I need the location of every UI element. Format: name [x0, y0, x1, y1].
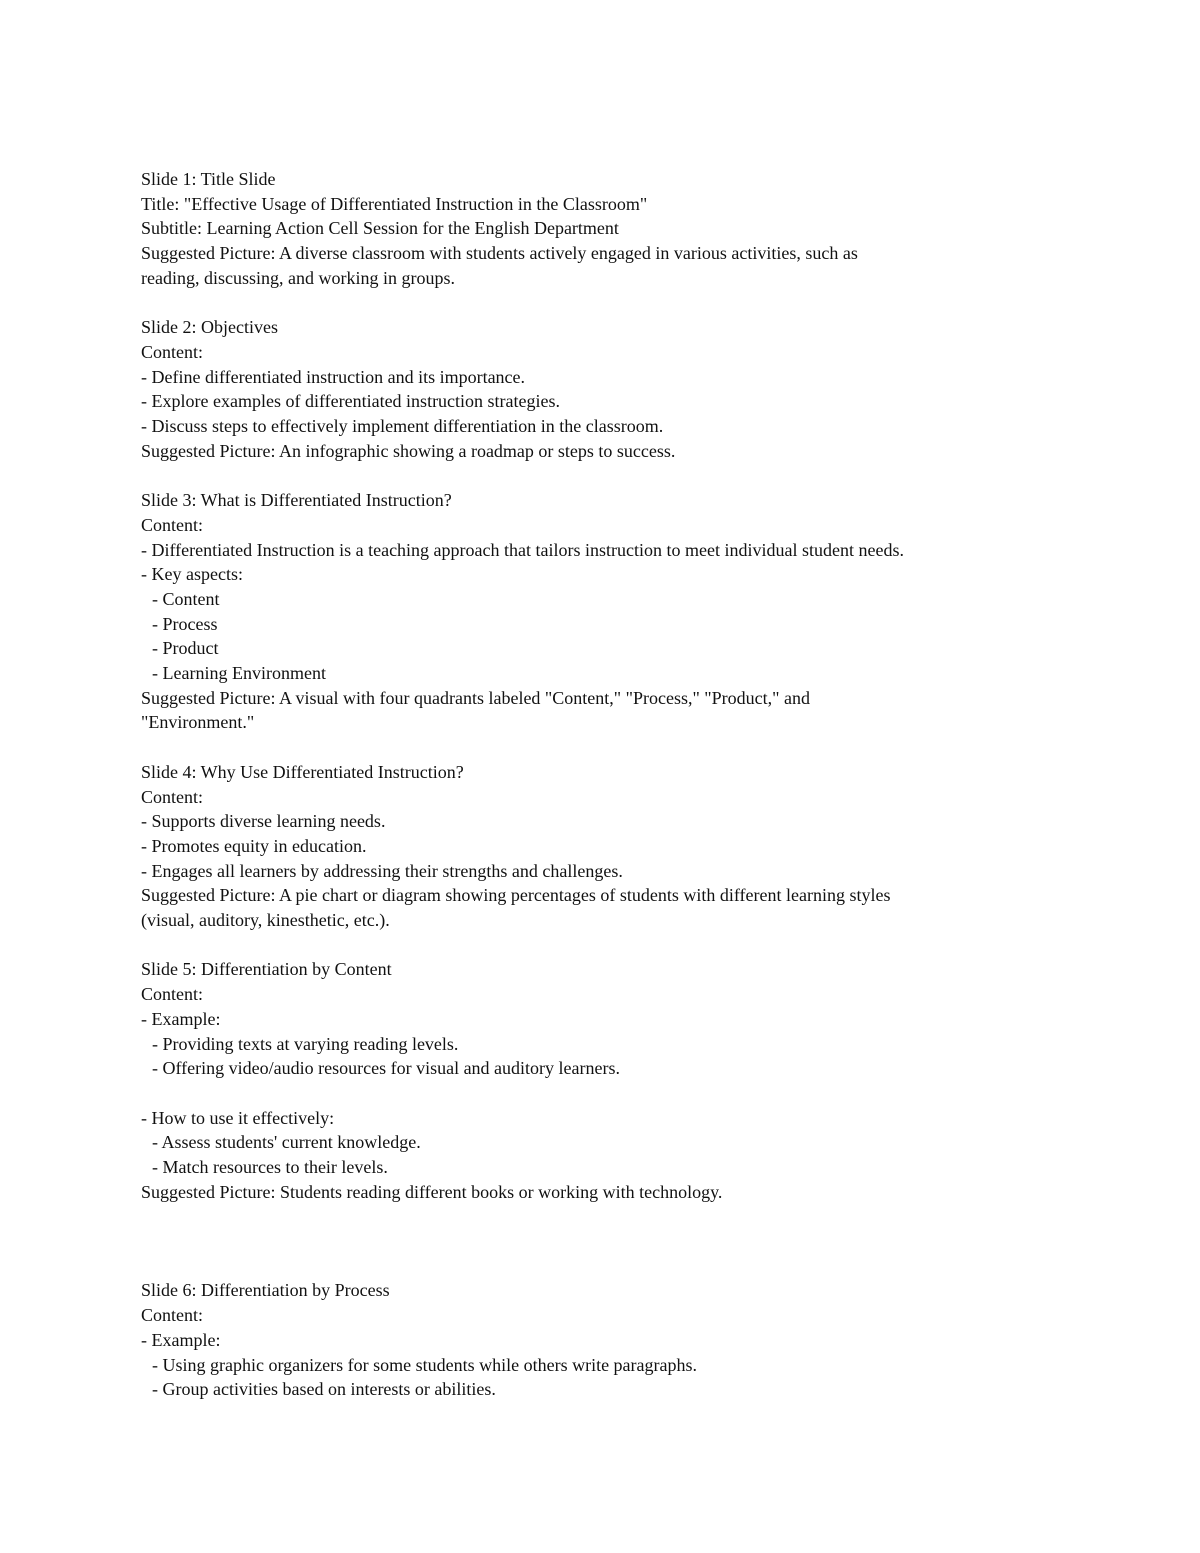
list-item: - Engages all learners by addressing their strengths and challenges. [141, 860, 623, 881]
document-page [141, 167, 1061, 1402]
slide-6-section [141, 1278, 1061, 1402]
slide-1-subtitle: Subtitle: Learning Action Cell Session for the English Department [141, 218, 619, 239]
spacer [141, 735, 1061, 760]
slide-2-section [141, 315, 1061, 463]
slide-5-picture: Suggested Picture: Students reading different books or working with technology. [141, 1181, 723, 1202]
slide-1-section [141, 167, 1061, 291]
list-item: - Assess students' current knowledge. [152, 1132, 421, 1153]
slide-5-howto-label: - How to use it effectively: [141, 1107, 335, 1128]
slide-1-picture-line-1: Suggested Picture: A diverse classroom with students actively engaged in various activities, such as [141, 243, 858, 264]
slide-5-heading: Slide 5: Differentiation by Content [141, 959, 392, 980]
list-item: - Promotes equity in education. [141, 835, 367, 856]
list-item: - Process [152, 613, 218, 634]
slide-3-key-aspects: - Key aspects: [141, 564, 243, 585]
list-item: - Product [152, 638, 219, 659]
slide-4-heading: Slide 4: Why Use Differentiated Instruction? [141, 761, 464, 782]
list-item: - Providing texts at varying reading levels. [152, 1033, 459, 1054]
slide-3-definition: - Differentiated Instruction is a teaching approach that tailors instruction to meet individual student needs. [141, 539, 904, 560]
slide-3-section [141, 488, 1061, 735]
slide-2-heading: Slide 2: Objectives [141, 317, 278, 338]
slide-6-example-label: - Example: [141, 1329, 221, 1350]
slide-6-heading: Slide 6: Differentiation by Process [141, 1280, 390, 1301]
list-item: - Explore examples of differentiated instruction strategies. [141, 391, 561, 412]
slide-5-section [141, 957, 1061, 1204]
slide-6-content-label: Content: [141, 1305, 203, 1326]
spacer [141, 933, 1061, 958]
spacer [141, 1204, 1061, 1278]
list-item: - Using graphic organizers for some students while others write paragraphs. [152, 1354, 698, 1375]
spacer [141, 291, 1061, 316]
slide-2-content-label: Content: [141, 341, 203, 362]
slide-4-picture-line-1: Suggested Picture: A pie chart or diagram showing percentages of students with different learning styles [141, 885, 891, 906]
slide-4-content-label: Content: [141, 786, 203, 807]
list-item: - Define differentiated instruction and its importance. [141, 366, 526, 387]
slide-1-title: Title: "Effective Usage of Differentiated Instruction in the Classroom" [141, 193, 648, 214]
slide-3-content-label: Content: [141, 514, 203, 535]
list-item: - Group activities based on interests or abilities. [152, 1379, 496, 1400]
slide-4-picture-line-2: (visual, auditory, kinesthetic, etc.). [141, 910, 390, 931]
list-item: - Match resources to their levels. [152, 1157, 388, 1178]
list-item: - Learning Environment [152, 663, 326, 684]
slide-5-content-label: Content: [141, 984, 203, 1005]
slide-2-picture: Suggested Picture: An infographic showing a roadmap or steps to success. [141, 440, 676, 461]
list-item: - Supports diverse learning needs. [141, 811, 386, 832]
list-item: - Discuss steps to effectively implement differentiation in the classroom. [141, 416, 664, 437]
spacer [141, 1081, 1061, 1106]
slide-3-picture-line-1: Suggested Picture: A visual with four quadrants labeled "Content," "Process," "Product," and [141, 687, 810, 708]
slide-3-heading: Slide 3: What is Differentiated Instruction? [141, 490, 452, 511]
slide-3-picture-line-2: "Environment." [141, 712, 255, 733]
slide-4-section [141, 760, 1061, 933]
list-item: - Content [152, 588, 220, 609]
spacer [141, 463, 1061, 488]
list-item: - Offering video/audio resources for visual and auditory learners. [152, 1058, 621, 1079]
slide-1-picture-line-2: reading, discussing, and working in groups. [141, 267, 455, 288]
slide-1-heading: Slide 1: Title Slide [141, 169, 276, 189]
slide-5-example-label: - Example: [141, 1008, 221, 1029]
